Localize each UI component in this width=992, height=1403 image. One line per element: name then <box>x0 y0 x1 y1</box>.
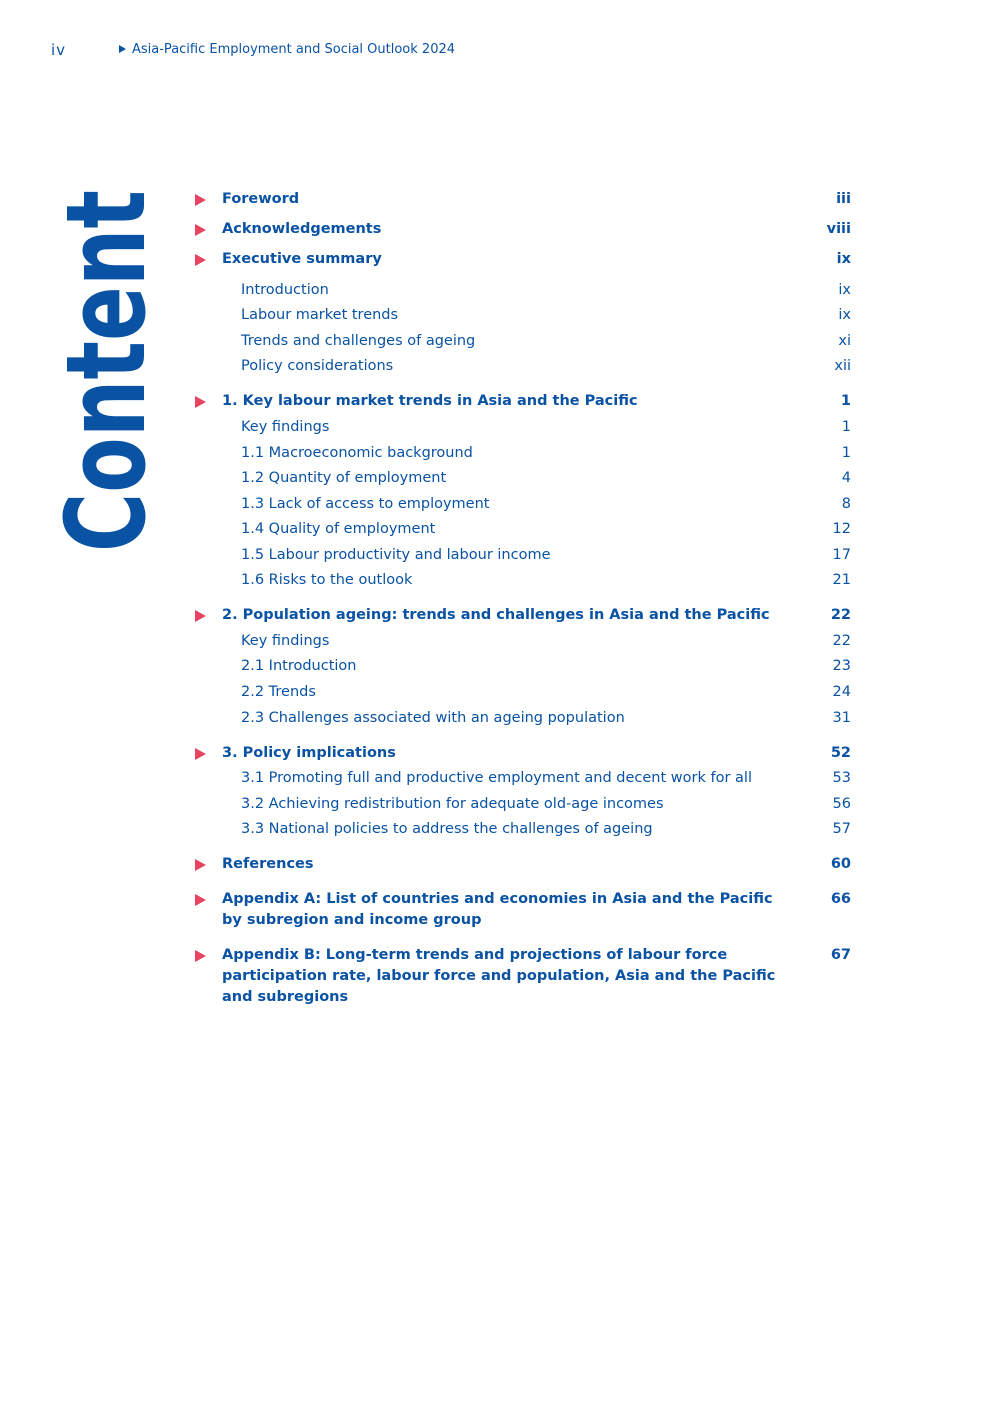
toc-entry-label: Acknowledgements <box>222 221 382 237</box>
toc-entry-label: Foreword <box>222 191 300 207</box>
triangle-bullet-icon <box>195 894 206 906</box>
toc-entry[interactable] <box>241 708 851 729</box>
toc-entry-page: ix <box>838 282 851 298</box>
triangle-bullet-icon <box>195 610 206 622</box>
toc-entry-label: 1.5 Labour productivity and labour income <box>241 547 551 563</box>
toc-entry-label: 3. Policy implications <box>222 745 396 761</box>
toc-entry[interactable] <box>241 631 851 652</box>
side-title-text: Content <box>42 59 170 552</box>
toc-entry-label: Executive summary <box>222 251 382 267</box>
toc-entry-label: 2.2 Trends <box>241 684 316 700</box>
toc-entry[interactable] <box>222 249 851 270</box>
toc-entry-page: 52 <box>830 745 851 761</box>
toc-entry-label: 1.4 Quality of employment <box>241 521 436 537</box>
toc-entry-page: 67 <box>830 947 851 963</box>
toc-entry-label: 2. Population ageing: trends and challenges in Asia and the Pacific <box>222 607 770 623</box>
toc-entry-label: 1.6 Risks to the outlook <box>241 572 413 588</box>
toc-entry[interactable] <box>241 819 851 840</box>
toc-entry-page: 8 <box>841 496 851 512</box>
toc-entry[interactable] <box>241 305 851 326</box>
triangle-bullet-icon <box>195 859 206 871</box>
toc-entry[interactable] <box>222 945 851 1008</box>
toc-entry-label: 1. Key labour market trends in Asia and the Pacific <box>222 393 638 409</box>
toc-entry-page: 22 <box>830 607 851 623</box>
toc-entry-label: 1.1 Macroeconomic background <box>241 445 473 461</box>
toc-entry-page: 21 <box>832 572 851 588</box>
toc-entry[interactable] <box>241 280 851 301</box>
toc-entry-label: Appendix B: Long-term trends and projections of labour force participation rate, labour force and population, Asia and the Pacific and subregions <box>222 947 776 1005</box>
toc-entry[interactable] <box>241 356 851 377</box>
toc-entry[interactable] <box>241 570 851 591</box>
triangle-bullet-icon <box>195 950 206 962</box>
toc-entry-label: 3.3 National policies to address the challenges of ageing <box>241 821 653 837</box>
toc-entry-label: Key findings <box>241 633 330 649</box>
triangle-icon <box>119 45 126 53</box>
toc-entry-label: 2.3 Challenges associated with an ageing population <box>241 710 625 726</box>
toc-entry-page: 66 <box>830 891 851 907</box>
toc-entry[interactable] <box>222 889 851 931</box>
toc-entry[interactable] <box>241 545 851 566</box>
triangle-bullet-icon <box>195 748 206 760</box>
toc-entry-page: 23 <box>832 658 851 674</box>
toc-entry-page: ix <box>836 251 851 267</box>
toc-entry-label: 3.2 Achieving redistribution for adequate old-age incomes <box>241 796 664 812</box>
toc-entry-label: 1.3 Lack of access to employment <box>241 496 490 512</box>
toc-entry-label: Introduction <box>241 282 329 298</box>
toc-entry[interactable] <box>222 743 851 764</box>
triangle-bullet-icon <box>195 224 206 236</box>
toc-entry-label: 2.1 Introduction <box>241 658 357 674</box>
toc-entry[interactable] <box>241 417 851 438</box>
toc-entry[interactable] <box>241 768 851 789</box>
toc-entry[interactable] <box>241 682 851 703</box>
toc-entry[interactable] <box>241 468 851 489</box>
toc-entry-page: 53 <box>832 770 851 786</box>
toc-entry-label: Policy considerations <box>241 358 394 374</box>
toc-entry-page: 31 <box>832 710 851 726</box>
toc-entry-page: viii <box>826 221 851 237</box>
toc-entry[interactable] <box>241 331 851 352</box>
toc-entry-page: 1 <box>841 445 851 461</box>
toc-entry-page: 22 <box>832 633 851 649</box>
toc-entry-page: 1 <box>841 419 851 435</box>
toc-entry[interactable] <box>222 189 851 210</box>
toc-entry[interactable] <box>222 605 851 626</box>
side-title <box>42 59 170 552</box>
toc-entry-page: iii <box>836 191 851 207</box>
running-head-title: Asia-Pacific Employment and Social Outlook 2024 <box>132 42 456 57</box>
toc-entry-label: Key findings <box>241 419 330 435</box>
toc-entry-page: xii <box>834 358 851 374</box>
toc-entry-label: Appendix A: List of countries and economies in Asia and the Pacific by subregion and income group <box>222 891 773 928</box>
toc-entry-page: 12 <box>832 521 851 537</box>
triangle-bullet-icon <box>195 254 206 266</box>
toc-entry[interactable] <box>222 854 851 875</box>
toc-entry[interactable] <box>241 794 851 815</box>
running-head <box>119 42 455 57</box>
triangle-bullet-icon <box>195 396 206 408</box>
toc-entry-label: Trends and challenges of ageing <box>241 333 476 349</box>
toc-entry-label: 3.1 Promoting full and productive employment and decent work for all <box>241 770 752 786</box>
toc-entry-page: 56 <box>832 796 851 812</box>
toc-entry-page: 60 <box>830 856 851 872</box>
toc-entry-page: ix <box>838 307 851 323</box>
toc-entry-page: 17 <box>832 547 851 563</box>
toc-entry-label: References <box>222 856 314 872</box>
toc-entry-page: 24 <box>832 684 851 700</box>
toc-entry[interactable] <box>241 494 851 515</box>
triangle-bullet-icon <box>195 194 206 206</box>
toc-entry[interactable] <box>222 219 851 240</box>
toc-entry[interactable] <box>241 443 851 464</box>
toc-entry[interactable] <box>222 391 851 412</box>
page-number: iv <box>51 41 67 59</box>
toc-entry-label: Labour market trends <box>241 307 399 323</box>
toc-entry[interactable] <box>241 519 851 540</box>
toc-entry-page: xi <box>838 333 851 349</box>
toc-entry[interactable] <box>241 656 851 677</box>
toc-entry-page: 57 <box>832 821 851 837</box>
toc-entry-page: 1 <box>840 393 851 409</box>
toc-entry-page: 4 <box>841 470 851 486</box>
toc-entry-label: 1.2 Quantity of employment <box>241 470 447 486</box>
